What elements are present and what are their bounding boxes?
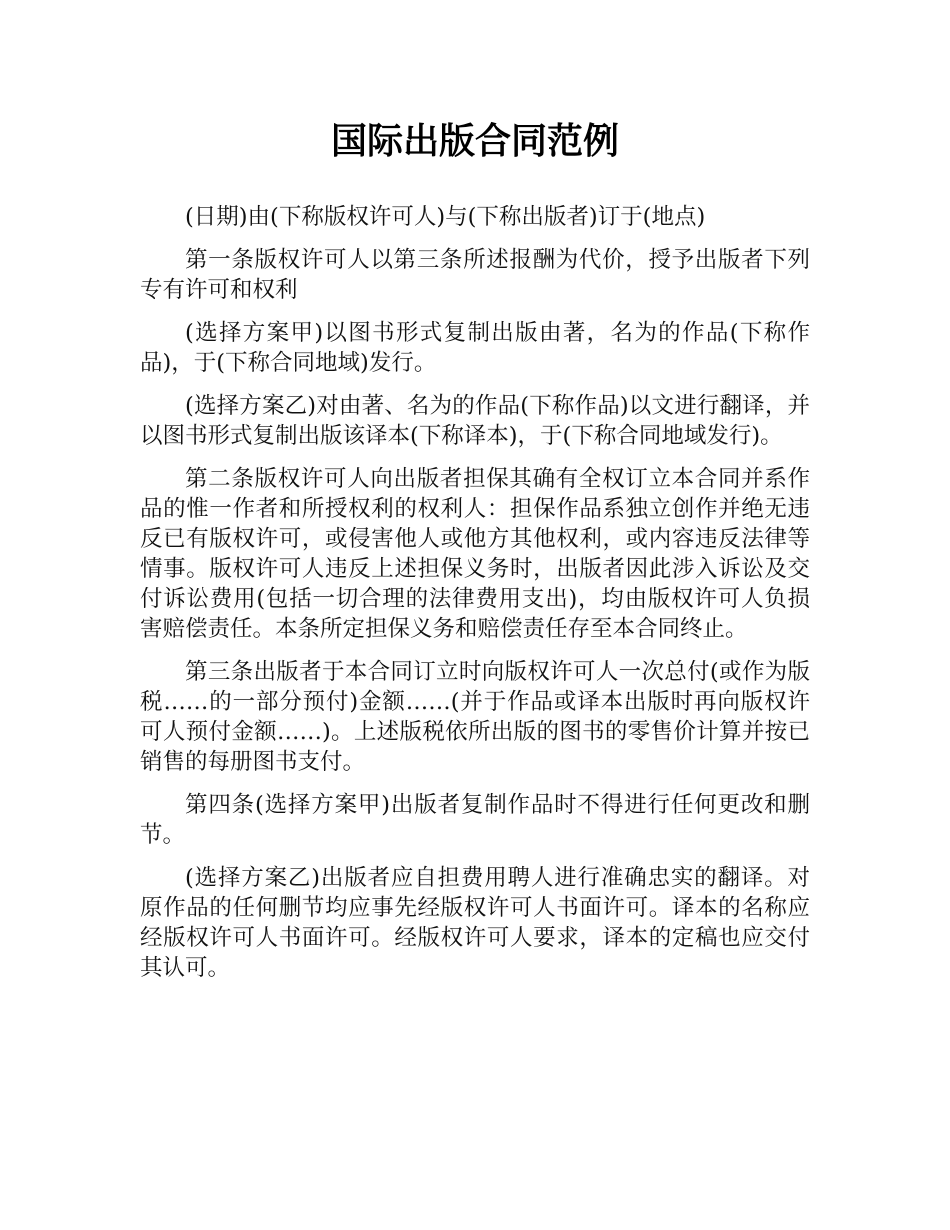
paragraph-article-2: 第二条版权许可人向出版者担保其确有全权订立本合同并系作品的惟一作者和所授权利的权利人：担保作品系独立创作并绝无违反已有版权许可，或侵害他人或他方其他权利，或内容违反法律等情事。版权许可人违反上述担保义务时，出版者因此涉入诉讼及交付诉讼费用(包括一切合理的法律费用支出)，均由版权许可人负损害赔偿责任。本条所定担保义务和赔偿责任存至本合同终止。 <box>140 466 810 642</box>
paragraph-article-1: 第一条版权许可人以第三条所述报酬为代价，授予出版者下列专有许可和权利 <box>140 247 810 303</box>
paragraph-option-b: (选择方案乙)对由著、名为的作品(下称作品)以文进行翻译，并以图书形式复制出版该译本(下称译本)，于(下称合同地域发行)。 <box>140 393 810 449</box>
paragraph-article-4-option-b: (选择方案乙)出版者应自担费用聘人进行准确忠实的翻译。对原作品的任何删节均应事先经版权许可人书面许可。译本的名称应经版权许可人书面许可。经版权许可人要求，译本的定稿也应交付其认可。 <box>140 865 810 981</box>
document-body <box>140 202 810 996</box>
paragraph-article-4-option-a: 第四条(选择方案甲)出版者复制作品时不得进行任何更改和删节。 <box>140 792 810 848</box>
paragraph-article-3: 第三条出版者于本合同订立时向版权许可人一次总付(或作为版税……的一部分预付)金额……(并于作品或译本出版时再向版权许可人预付金额……)。上述版税依所出版的图书的零售价计算并按已销售的每册图书支付。 <box>140 659 810 775</box>
paragraph-date-parties: (日期)由(下称版权许可人)与(下称出版者)订于(地点) <box>185 204 706 230</box>
document-title: 国际出版合同范例 <box>330 121 619 162</box>
paragraph-option-a: (选择方案甲)以图书形式复制出版由著，名为的作品(下称作品)，于(下称合同地域)发行。 <box>140 320 810 376</box>
